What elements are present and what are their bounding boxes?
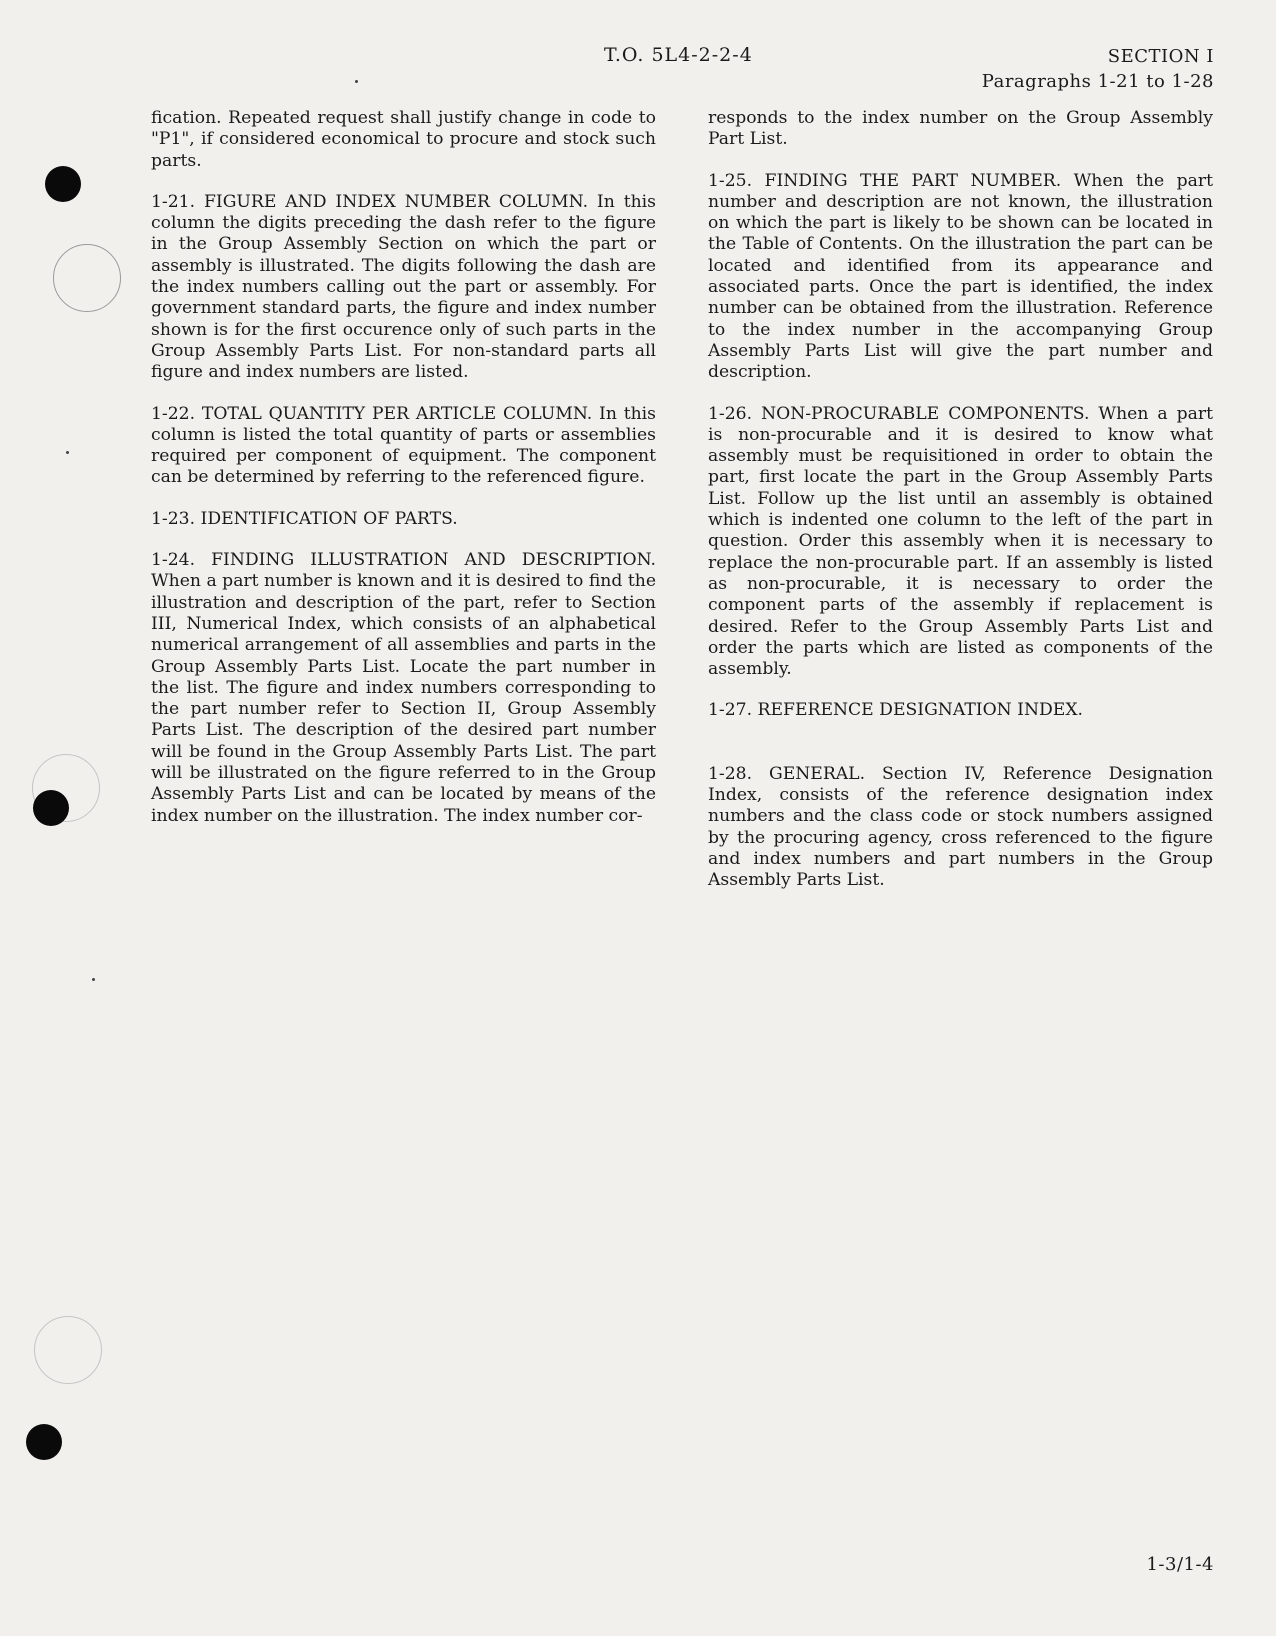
scan-speck [66, 451, 69, 454]
paragraph-1-24: 1-24. FINDING ILLUSTRATION AND DESCRIPTION. When a part number is known and it is desired to find the illustration and description of the part, refer to Section III, Numerical Index, which consists of an alphabetical numerical arrangement of all assemblies and parts in the Group Assembly Parts List. Locate the part number in the list. The figure and index numbers corresponding to the part number refer to Section II, Group Assembly Parts List. The description of the desired part number will be found in the Group Assembly Parts List. The part will be illustrated on the figure referred to in the Group Assembly Parts List and can be located by means of the index number on the illustration. The index number cor- [151, 550, 656, 826]
section-title: SECTION I [1107, 46, 1214, 67]
punch-hole-ring-bottom [34, 1316, 102, 1384]
paragraph-continuation: fication. Repeated request shall justify change in code to "P1", if considered economical to procure and stock such parts. [151, 108, 656, 171]
left-column [151, 108, 656, 847]
punch-hole-ring-top [53, 244, 121, 312]
punch-hole-bottom [26, 1424, 62, 1460]
scan-speck [92, 978, 95, 981]
paragraph-1-21: 1-21. FIGURE AND INDEX NUMBER COLUMN. In this column the digits preceding the dash refer to the figure in the Group Assembly Section on which the part or assembly is illustrated. The digits following the dash are the index numbers calling out the part or assembly. For government standard parts, the figure and index number shown is for the first occurence only of such parts in the Group Assembly Parts List. For non-standard parts all figure and index numbers are listed. [151, 191, 656, 383]
punch-hole-middle [33, 790, 69, 826]
paragraph-1-27: 1-27. REFERENCE DESIGNATION INDEX. [708, 700, 1084, 721]
scan-speck [355, 80, 358, 83]
paragraph-1-22: 1-22. TOTAL QUANTITY PER ARTICLE COLUMN. In this column is listed the total quantity of parts or assemblies required per component of equipment. The component can be determined by referring to the referenced figure. [151, 403, 656, 488]
paragraph-range: Paragraphs 1-21 to 1-28 [981, 71, 1214, 92]
paragraph-1-28: 1-28. GENERAL. Section IV, Reference Designation Index, consists of the reference designation index numbers and the class code or stock numbers assigned by the procuring agency, cross referenced to the figure and index numbers and part numbers in the Group Assembly Parts List. [708, 763, 1213, 891]
punch-hole-top [45, 166, 81, 202]
paragraph-1-24-continued: responds to the index number on the Group Assembly Part List. [708, 108, 1213, 150]
paragraph-1-25: 1-25. FINDING THE PART NUMBER. When the part number and description are not known, the illustration on which the part is likely to be shown can be located in the Table of Contents. On the illustration the part can be located and identified from its appearance and associated parts. Once the part is identified, the index number can be obtained from the illustration. Reference to the index number in the accompanying Group Assembly Parts List will give the part number and description. [708, 170, 1213, 383]
section-header [982, 44, 1214, 94]
paragraph-1-26: 1-26. NON-PROCURABLE COMPONENTS. When a part is non-procurable and it is desired to know what assembly must be requisitioned in order to obtain the part, first locate the part in the Group Assembly Parts List. Follow up the list until an assembly is obtained which is indented one column to the left of the part in question. Order this assembly when it is necessary to replace the non-procurable part. If an assembly is listed as non-procurable, it is necessary to order the component parts of the assembly if replacement is desired. Refer to the Group Assembly Parts List and order the parts which are listed as components of the assembly. [708, 403, 1213, 680]
paragraph-1-23: 1-23. IDENTIFICATION OF PARTS. [151, 508, 458, 529]
page-number: 1-3/1-4 [1146, 1554, 1214, 1575]
technical-order-number: T.O. 5L4-2-2-4 [604, 44, 753, 66]
right-column [708, 108, 1213, 912]
